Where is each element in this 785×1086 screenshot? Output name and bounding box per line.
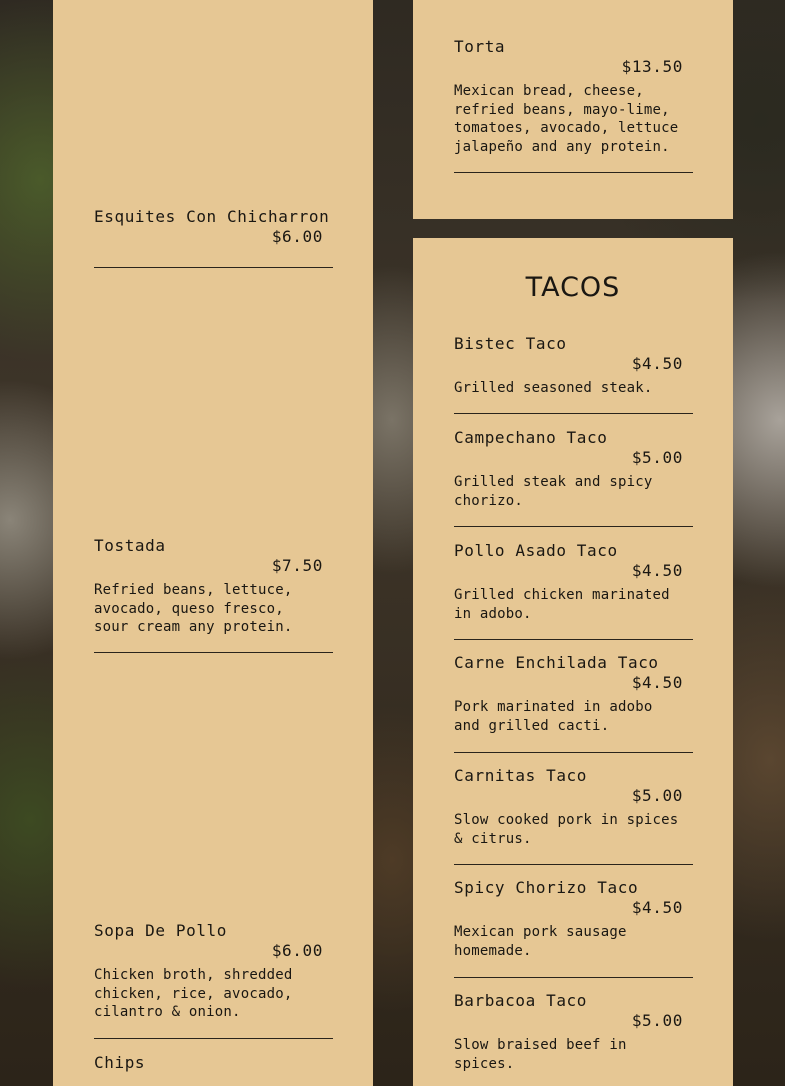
menu-item-name: Spicy Chorizo Taco [454,878,639,897]
menu-item-description: Refried beans, lettuce, avocado, queso fresco, sour cream any protein. [94,582,293,635]
menu-item-name: Chips [94,1053,146,1072]
menu-item-price: $6.00 [271,227,323,246]
menu-item-name: Sopa De Pollo [94,921,228,940]
menu-item-name: Carne Enchilada Taco [454,653,659,672]
item-divider [454,977,693,978]
item-divider [454,752,693,753]
menu-item-description: Chicken broth, shredded chicken, rice, avocado, cilantro & onion. [94,967,293,1020]
menu-item-name: Bistec Taco [454,334,567,353]
menu-item-price: $4.50 [631,673,683,692]
item-divider [454,639,693,640]
item-divider [454,413,693,414]
menu-item-price: $7.50 [271,556,323,575]
menu-item-price: $5.00 [631,1011,683,1030]
menu-item-description: Mexican pork sausage homemade. [454,924,627,959]
menu-item-description: Pork marinated in adobo and grilled cacti. [454,699,653,734]
item-divider [94,267,333,268]
menu-item-description: Grilled chicken marinated in adobo. [454,587,670,622]
menu-item-name: Torta [454,37,506,56]
item-divider [454,864,693,865]
section-title-tacos: TACOS [525,272,621,303]
menu-panel-tacos [413,238,733,1086]
item-divider [94,652,333,653]
menu-item-description: Slow cooked pork in spices & citrus. [454,812,679,847]
item-divider [454,526,693,527]
menu-item-price: $4.50 [631,898,683,917]
menu-item-price: $4.50 [631,561,683,580]
menu-item-name: Campechano Taco [454,428,608,447]
item-divider [94,1038,333,1039]
menu-item-name: Barbacoa Taco [454,991,588,1010]
menu-item-price: $13.50 [621,57,683,76]
menu-panel-right-top [413,0,733,219]
menu-item-description: Grilled steak and spicy chorizo. [454,474,653,509]
menu-item-name: Esquites Con Chicharron [94,207,330,226]
menu-item-price: $4.50 [631,354,683,373]
menu-item-name: Pollo Asado Taco [454,541,618,560]
menu-item-description: Slow braised beef in spices. [454,1037,627,1072]
menu-item-price: $6.00 [271,941,323,960]
menu-panel-left [53,0,373,1086]
menu-item-description: Mexican bread, cheese, refried beans, mayo-lime, tomatoes, avocado, lettuce jalapeño and any protein. [454,83,679,155]
menu-item-description: Grilled seasoned steak. [454,380,653,396]
menu-item-name: Carnitas Taco [454,766,588,785]
item-divider [454,172,693,173]
menu-item-name: Tostada [94,536,166,555]
menu-item-price: $5.00 [631,786,683,805]
menu-item-price: $5.00 [631,448,683,467]
